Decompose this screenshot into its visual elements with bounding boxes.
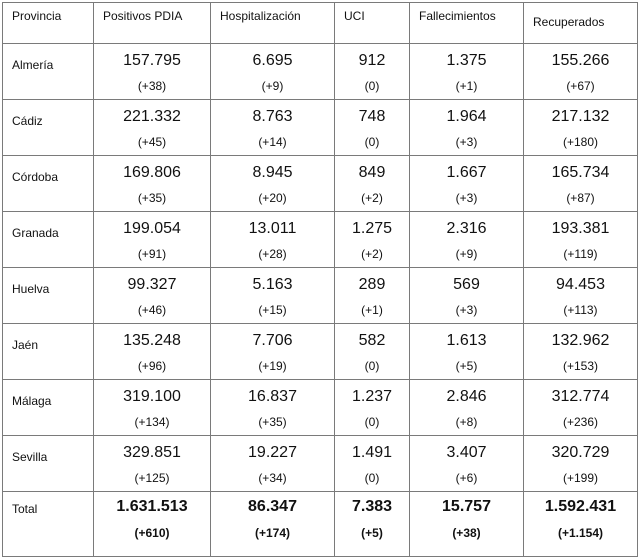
delta-fallecimientos: (+3) xyxy=(455,135,478,149)
value-positivos: 329.851 xyxy=(123,444,181,461)
delta-positivos: (+45) xyxy=(137,135,167,149)
delta-fallecimientos: (+9) xyxy=(455,247,478,261)
delta-fallecimientos: (+1) xyxy=(455,79,478,93)
delta-positivos: (+125) xyxy=(134,471,170,485)
delta-fallecimientos: (+6) xyxy=(455,471,478,485)
value-fallecimientos: 1.613 xyxy=(446,332,487,349)
table-row xyxy=(3,268,638,324)
cell-fallecimientos xyxy=(410,268,524,324)
delta-hospitalizacion: (+20) xyxy=(258,191,287,205)
delta-fallecimientos: (+3) xyxy=(455,303,478,317)
value-positivos: 1.631.513 xyxy=(116,498,188,515)
province-name: Córdoba xyxy=(3,156,94,212)
cell-fallecimientos xyxy=(410,492,524,557)
delta-hospitalizacion: (+19) xyxy=(258,359,287,373)
table-row xyxy=(3,100,638,156)
covid-andalucia-table xyxy=(2,2,638,557)
table-row xyxy=(3,380,638,436)
delta-fallecimientos: (+5) xyxy=(455,359,478,373)
header-provincia: Provincia xyxy=(3,3,94,44)
cell-hospitalizacion xyxy=(211,44,335,100)
value-fallecimientos: 3.407 xyxy=(446,444,487,461)
delta-uci: (+2) xyxy=(361,191,383,205)
delta-fallecimientos: (+38) xyxy=(452,526,481,540)
table-row xyxy=(3,324,638,380)
cell-fallecimientos xyxy=(410,44,524,100)
value-recuperados: 193.381 xyxy=(551,220,610,237)
delta-positivos: (+46) xyxy=(137,303,167,317)
value-fallecimientos: 1.667 xyxy=(446,164,487,181)
cell-fallecimientos xyxy=(410,156,524,212)
delta-positivos: (+38) xyxy=(137,79,167,93)
delta-hospitalizacion: (+28) xyxy=(258,247,287,261)
total-row xyxy=(3,492,638,557)
cell-positivos xyxy=(94,100,211,156)
delta-recuperados: (+1.154) xyxy=(557,526,604,540)
table-row xyxy=(3,436,638,492)
value-uci: 748 xyxy=(358,108,386,125)
delta-hospitalizacion: (+9) xyxy=(261,79,284,93)
value-hospitalizacion: 5.163 xyxy=(252,276,293,293)
cell-uci xyxy=(335,324,410,380)
delta-uci: (0) xyxy=(364,359,380,373)
cell-recuperados xyxy=(524,156,638,212)
cell-uci xyxy=(335,156,410,212)
cell-hospitalizacion xyxy=(211,492,335,557)
cell-positivos xyxy=(94,212,211,268)
cell-hospitalizacion xyxy=(211,324,335,380)
value-hospitalizacion: 16.837 xyxy=(248,388,297,405)
cell-recuperados xyxy=(524,44,638,100)
table-row xyxy=(3,44,638,100)
value-uci: 1.237 xyxy=(351,388,393,405)
cell-recuperados xyxy=(524,212,638,268)
value-hospitalizacion: 13.011 xyxy=(248,220,297,237)
value-positivos: 199.054 xyxy=(123,220,181,237)
value-positivos: 135.248 xyxy=(123,332,181,349)
cell-recuperados xyxy=(524,100,638,156)
value-positivos: 169.806 xyxy=(123,164,181,181)
value-uci: 582 xyxy=(358,332,386,349)
cell-fallecimientos xyxy=(410,324,524,380)
delta-recuperados: (+119) xyxy=(563,247,598,261)
cell-hospitalizacion xyxy=(211,380,335,436)
cell-hospitalizacion xyxy=(211,212,335,268)
cell-uci xyxy=(335,212,410,268)
cell-uci xyxy=(335,492,410,557)
cell-fallecimientos xyxy=(410,212,524,268)
delta-uci: (+1) xyxy=(361,303,383,317)
cell-fallecimientos xyxy=(410,380,524,436)
table-row xyxy=(3,156,638,212)
cell-uci xyxy=(335,436,410,492)
delta-positivos: (+134) xyxy=(134,415,170,429)
value-recuperados: 165.734 xyxy=(551,164,610,181)
cell-positivos xyxy=(94,268,211,324)
cell-positivos xyxy=(94,492,211,557)
delta-recuperados: (+180) xyxy=(562,135,599,149)
delta-positivos: (+610) xyxy=(134,526,170,540)
delta-recuperados: (+113) xyxy=(563,303,598,317)
delta-hospitalizacion: (+174) xyxy=(254,526,291,540)
delta-positivos: (+91) xyxy=(137,247,167,261)
delta-uci: (0) xyxy=(364,135,380,149)
value-recuperados: 320.729 xyxy=(551,444,610,461)
cell-positivos xyxy=(94,380,211,436)
delta-recuperados: (+236) xyxy=(562,415,599,429)
cell-recuperados xyxy=(524,324,638,380)
value-hospitalizacion: 86.347 xyxy=(248,498,297,515)
header-uci: UCI xyxy=(335,3,410,44)
cell-positivos xyxy=(94,436,211,492)
delta-uci: (+5) xyxy=(361,526,383,540)
value-hospitalizacion: 19.227 xyxy=(248,444,297,461)
province-name: Total xyxy=(3,492,94,557)
cell-positivos xyxy=(94,324,211,380)
province-name: Sevilla xyxy=(3,436,94,492)
value-positivos: 221.332 xyxy=(123,108,181,125)
province-name: Jaén xyxy=(3,324,94,380)
cell-hospitalizacion xyxy=(211,436,335,492)
value-fallecimientos: 569 xyxy=(453,276,480,293)
value-recuperados: 217.132 xyxy=(551,108,610,125)
delta-fallecimientos: (+3) xyxy=(455,191,478,205)
value-positivos: 319.100 xyxy=(123,388,181,405)
header-hospitalizacion: Hospitalización xyxy=(211,3,335,44)
delta-hospitalizacion: (+35) xyxy=(258,415,287,429)
header-row xyxy=(3,3,638,44)
province-name: Almería xyxy=(3,44,94,100)
value-fallecimientos: 15.757 xyxy=(442,498,491,515)
value-uci: 1.275 xyxy=(351,220,393,237)
cell-hospitalizacion xyxy=(211,268,335,324)
delta-recuperados: (+153) xyxy=(562,359,599,373)
delta-hospitalizacion: (+15) xyxy=(258,303,287,317)
cell-recuperados xyxy=(524,492,638,557)
value-positivos: 157.795 xyxy=(123,52,181,69)
cell-uci xyxy=(335,380,410,436)
value-fallecimientos: 1.964 xyxy=(446,108,487,125)
value-recuperados: 155.266 xyxy=(551,52,610,69)
value-uci: 7.383 xyxy=(351,498,393,515)
cell-hospitalizacion xyxy=(211,100,335,156)
cell-fallecimientos xyxy=(410,100,524,156)
cell-fallecimientos xyxy=(410,436,524,492)
cell-uci xyxy=(335,44,410,100)
cell-positivos xyxy=(94,44,211,100)
province-name: Granada xyxy=(3,212,94,268)
value-recuperados: 1.592.431 xyxy=(544,498,617,515)
value-fallecimientos: 1.375 xyxy=(446,52,487,69)
delta-positivos: (+96) xyxy=(137,359,167,373)
delta-recuperados: (+199) xyxy=(562,471,599,485)
cell-recuperados xyxy=(524,380,638,436)
cell-hospitalizacion xyxy=(211,156,335,212)
value-hospitalizacion: 7.706 xyxy=(252,332,293,349)
value-hospitalizacion: 8.945 xyxy=(252,164,293,181)
value-hospitalizacion: 6.695 xyxy=(252,52,293,69)
delta-uci: (0) xyxy=(364,471,380,485)
value-positivos: 99.327 xyxy=(127,276,177,293)
cell-recuperados xyxy=(524,268,638,324)
province-name: Cádiz xyxy=(3,100,94,156)
cell-uci xyxy=(335,100,410,156)
delta-positivos: (+35) xyxy=(137,191,167,205)
value-recuperados: 94.453 xyxy=(556,276,605,293)
province-name: Málaga xyxy=(3,380,94,436)
cell-positivos xyxy=(94,156,211,212)
delta-recuperados: (+67) xyxy=(566,79,595,93)
delta-uci: (0) xyxy=(364,79,380,93)
delta-uci: (0) xyxy=(364,415,380,429)
cell-recuperados xyxy=(524,436,638,492)
value-uci: 849 xyxy=(358,164,386,181)
value-uci: 1.491 xyxy=(351,444,393,461)
delta-hospitalizacion: (+14) xyxy=(258,135,287,149)
value-recuperados: 312.774 xyxy=(551,388,610,405)
header-positivos-pdia: Positivos PDIA xyxy=(94,3,211,44)
delta-recuperados: (+87) xyxy=(566,191,595,205)
table-row xyxy=(3,212,638,268)
province-name: Huelva xyxy=(3,268,94,324)
value-uci: 289 xyxy=(358,276,386,293)
delta-fallecimientos: (+8) xyxy=(455,415,478,429)
value-uci: 912 xyxy=(358,52,386,69)
value-hospitalizacion: 8.763 xyxy=(252,108,293,125)
header-recuperados: Recuperados xyxy=(524,3,638,44)
value-fallecimientos: 2.316 xyxy=(446,220,487,237)
delta-uci: (+2) xyxy=(361,247,383,261)
value-recuperados: 132.962 xyxy=(551,332,610,349)
value-fallecimientos: 2.846 xyxy=(446,388,487,405)
cell-uci xyxy=(335,268,410,324)
delta-hospitalizacion: (+34) xyxy=(258,471,287,485)
header-fallecimientos: Fallecimientos xyxy=(410,3,524,44)
